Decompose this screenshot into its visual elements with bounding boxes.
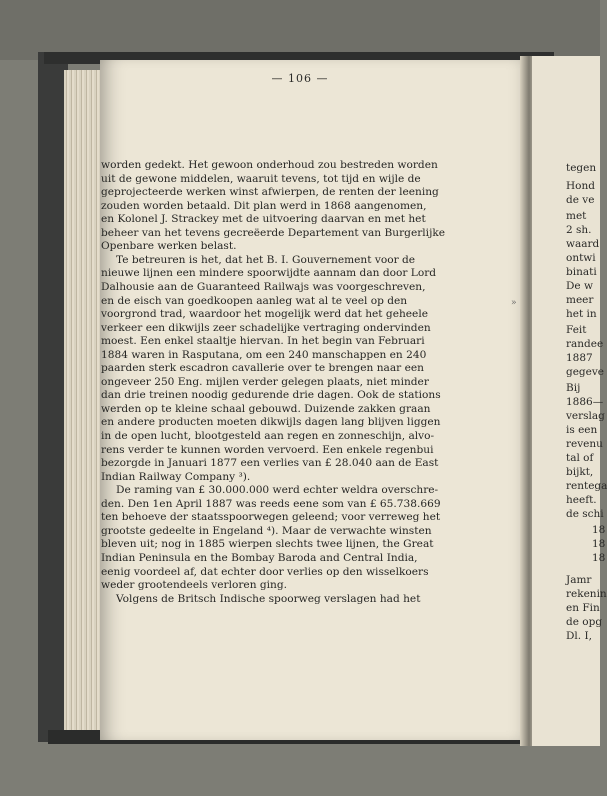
right-page-fragment: is een [566, 424, 598, 436]
right-page-fragment: de opg [566, 616, 603, 628]
right-page-fragment: 1886— [566, 396, 604, 408]
text-line: ten behoeve der staatsspoorwegen geleend; voor verreweg het [101, 511, 441, 524]
right-page-fragment: gegeve [566, 366, 605, 378]
right-page-fragment: bijkt, [566, 466, 594, 478]
right-page-fragment: verslag [566, 410, 605, 422]
text-line: bleven uit; nog in 1885 wierpen slechts twee lijnen, the Great [101, 538, 434, 551]
text-line: beheer van het tevens gecreëerde Departement van Burgerlijke [101, 226, 446, 239]
page-number-header: — 106 — [271, 72, 329, 85]
text-line: eenig voordeel af, dat echter door verlies op den wisselkoers [101, 565, 429, 578]
right-page-fragment: 18 [592, 538, 606, 550]
right-page-fragment: binati [566, 266, 597, 278]
background-top [0, 0, 600, 60]
text-line: grootste gedeelte in Engeland ⁴). Maar de verwachte winsten [101, 524, 432, 537]
margin-mark: » [511, 298, 517, 308]
text-line: moest. Een enkel staaltje hiervan. In het begin van Februari [101, 335, 425, 348]
text-line: Indian Railway Company ³). [101, 470, 251, 483]
text-line: uit de gewone middelen, waaruit tevens, tot tijd en wijle de [101, 172, 421, 185]
text-line: Te betreuren is het, dat het B. I. Gouvernement voor de [116, 253, 416, 266]
text-line: en Kolonel J. Strackey met de uitvoering daarvan en met het [101, 213, 426, 226]
text-line: rens verder te kunnen worden vervoerd. Een enkele regenbui [101, 443, 434, 456]
text-line: verkeer een dikwijls zeer schadelijke vertraging ondervinden [101, 321, 431, 334]
right-page-fragment: Hond [566, 180, 595, 192]
text-line: zouden worden betaald. Dit plan werd in 1868 aangenomen, [101, 199, 427, 212]
text-line: worden gedekt. Het gewoon onderhoud zou bestreden worden [101, 159, 438, 171]
right-page-fragment: Jamr [566, 574, 592, 586]
text-line: en de eisch van goedkoopen aanleg wat al te veel op den [101, 294, 408, 307]
right-page-fragment: heeft. [566, 494, 597, 506]
right-page-fragment: rekenin [566, 588, 607, 600]
text-line: ongeveer 250 Eng. mijlen verder gelegen plaats, niet minder [101, 375, 429, 388]
text-line: 1884 waren in Rasputana, om een 240 manschappen en 240 [101, 348, 427, 361]
right-page-fragment: en Fin [566, 602, 600, 614]
right-page-fragment: het in [566, 308, 597, 320]
text-line: De raming van £ 30.000.000 werd echter weldra overschre- [116, 484, 439, 497]
text-line: Openbare werken belast. [101, 240, 237, 253]
right-page-fragment: rentega [566, 480, 607, 492]
text-line: paarden sterk escadron cavallerie over te brengen naar een [101, 362, 424, 375]
right-page-fragment: waard [566, 238, 600, 250]
text-line: voorgrond trad, waardoor het mogelijk werd dat het geheele [101, 308, 428, 321]
right-page-fragment: Feit [566, 324, 587, 336]
text-line: den. Den 1en April 1887 was reeds eene som van £ 65.738.669 [101, 497, 441, 510]
right-page-fragment: revenu [566, 438, 603, 450]
right-page-fragment: tal of [566, 452, 594, 464]
text-line: Volgens de Britsch Indische spoorweg verslagen had het [116, 592, 421, 605]
text-line: dan drie treinen noodig gedurende drie dagen. Ook de stations [101, 389, 441, 402]
right-page [532, 56, 607, 746]
text-line: en andere producten moeten dikwijls dagen lang blijven liggen [101, 416, 441, 429]
text-line: Indian Peninsula en the Bombay Baroda and Central India, [101, 551, 418, 564]
right-page-fragment: 2 sh. [566, 224, 592, 236]
right-page-fragment: de ve [566, 194, 595, 206]
text-line: nieuwe lijnen een mindere spoorwijdte aannam dan door Lord [101, 267, 437, 280]
right-page-fragment: 18 [592, 552, 606, 564]
right-page-fragment: Dl. I, [566, 630, 592, 642]
text-line: in de open lucht, blootgesteld aan regen en zonneschijn, alvo- [101, 430, 435, 442]
right-page-fragment: de schi [566, 508, 604, 520]
right-page-fragment: tegen [566, 162, 597, 174]
right-page-fragment: 18 [592, 524, 606, 536]
right-page-fragment: De w [566, 280, 593, 292]
right-page-fragment: randee [566, 338, 604, 350]
right-page-fragment: met [566, 210, 587, 222]
text-line: geprojecteerde werken winst afwierpen, de renten der leening [101, 186, 439, 199]
right-page-fragment: Bij [566, 382, 581, 394]
right-page-fragment: meer [566, 294, 594, 306]
text-line: weder grootendeels verloren ging. [101, 579, 288, 592]
right-page-fragment: 1887 [566, 352, 593, 364]
text-line: bezorgde in Januari 1877 een verlies van £ 28.040 aan de East [101, 457, 439, 470]
text-line: werden op te kleine schaal gebouwd. Duizende zakken graan [101, 402, 431, 415]
text-line: Dalhousie aan de Guaranteed Railwajs was voorgeschreven, [101, 280, 426, 293]
right-page-fragment: ontwi [566, 252, 596, 264]
